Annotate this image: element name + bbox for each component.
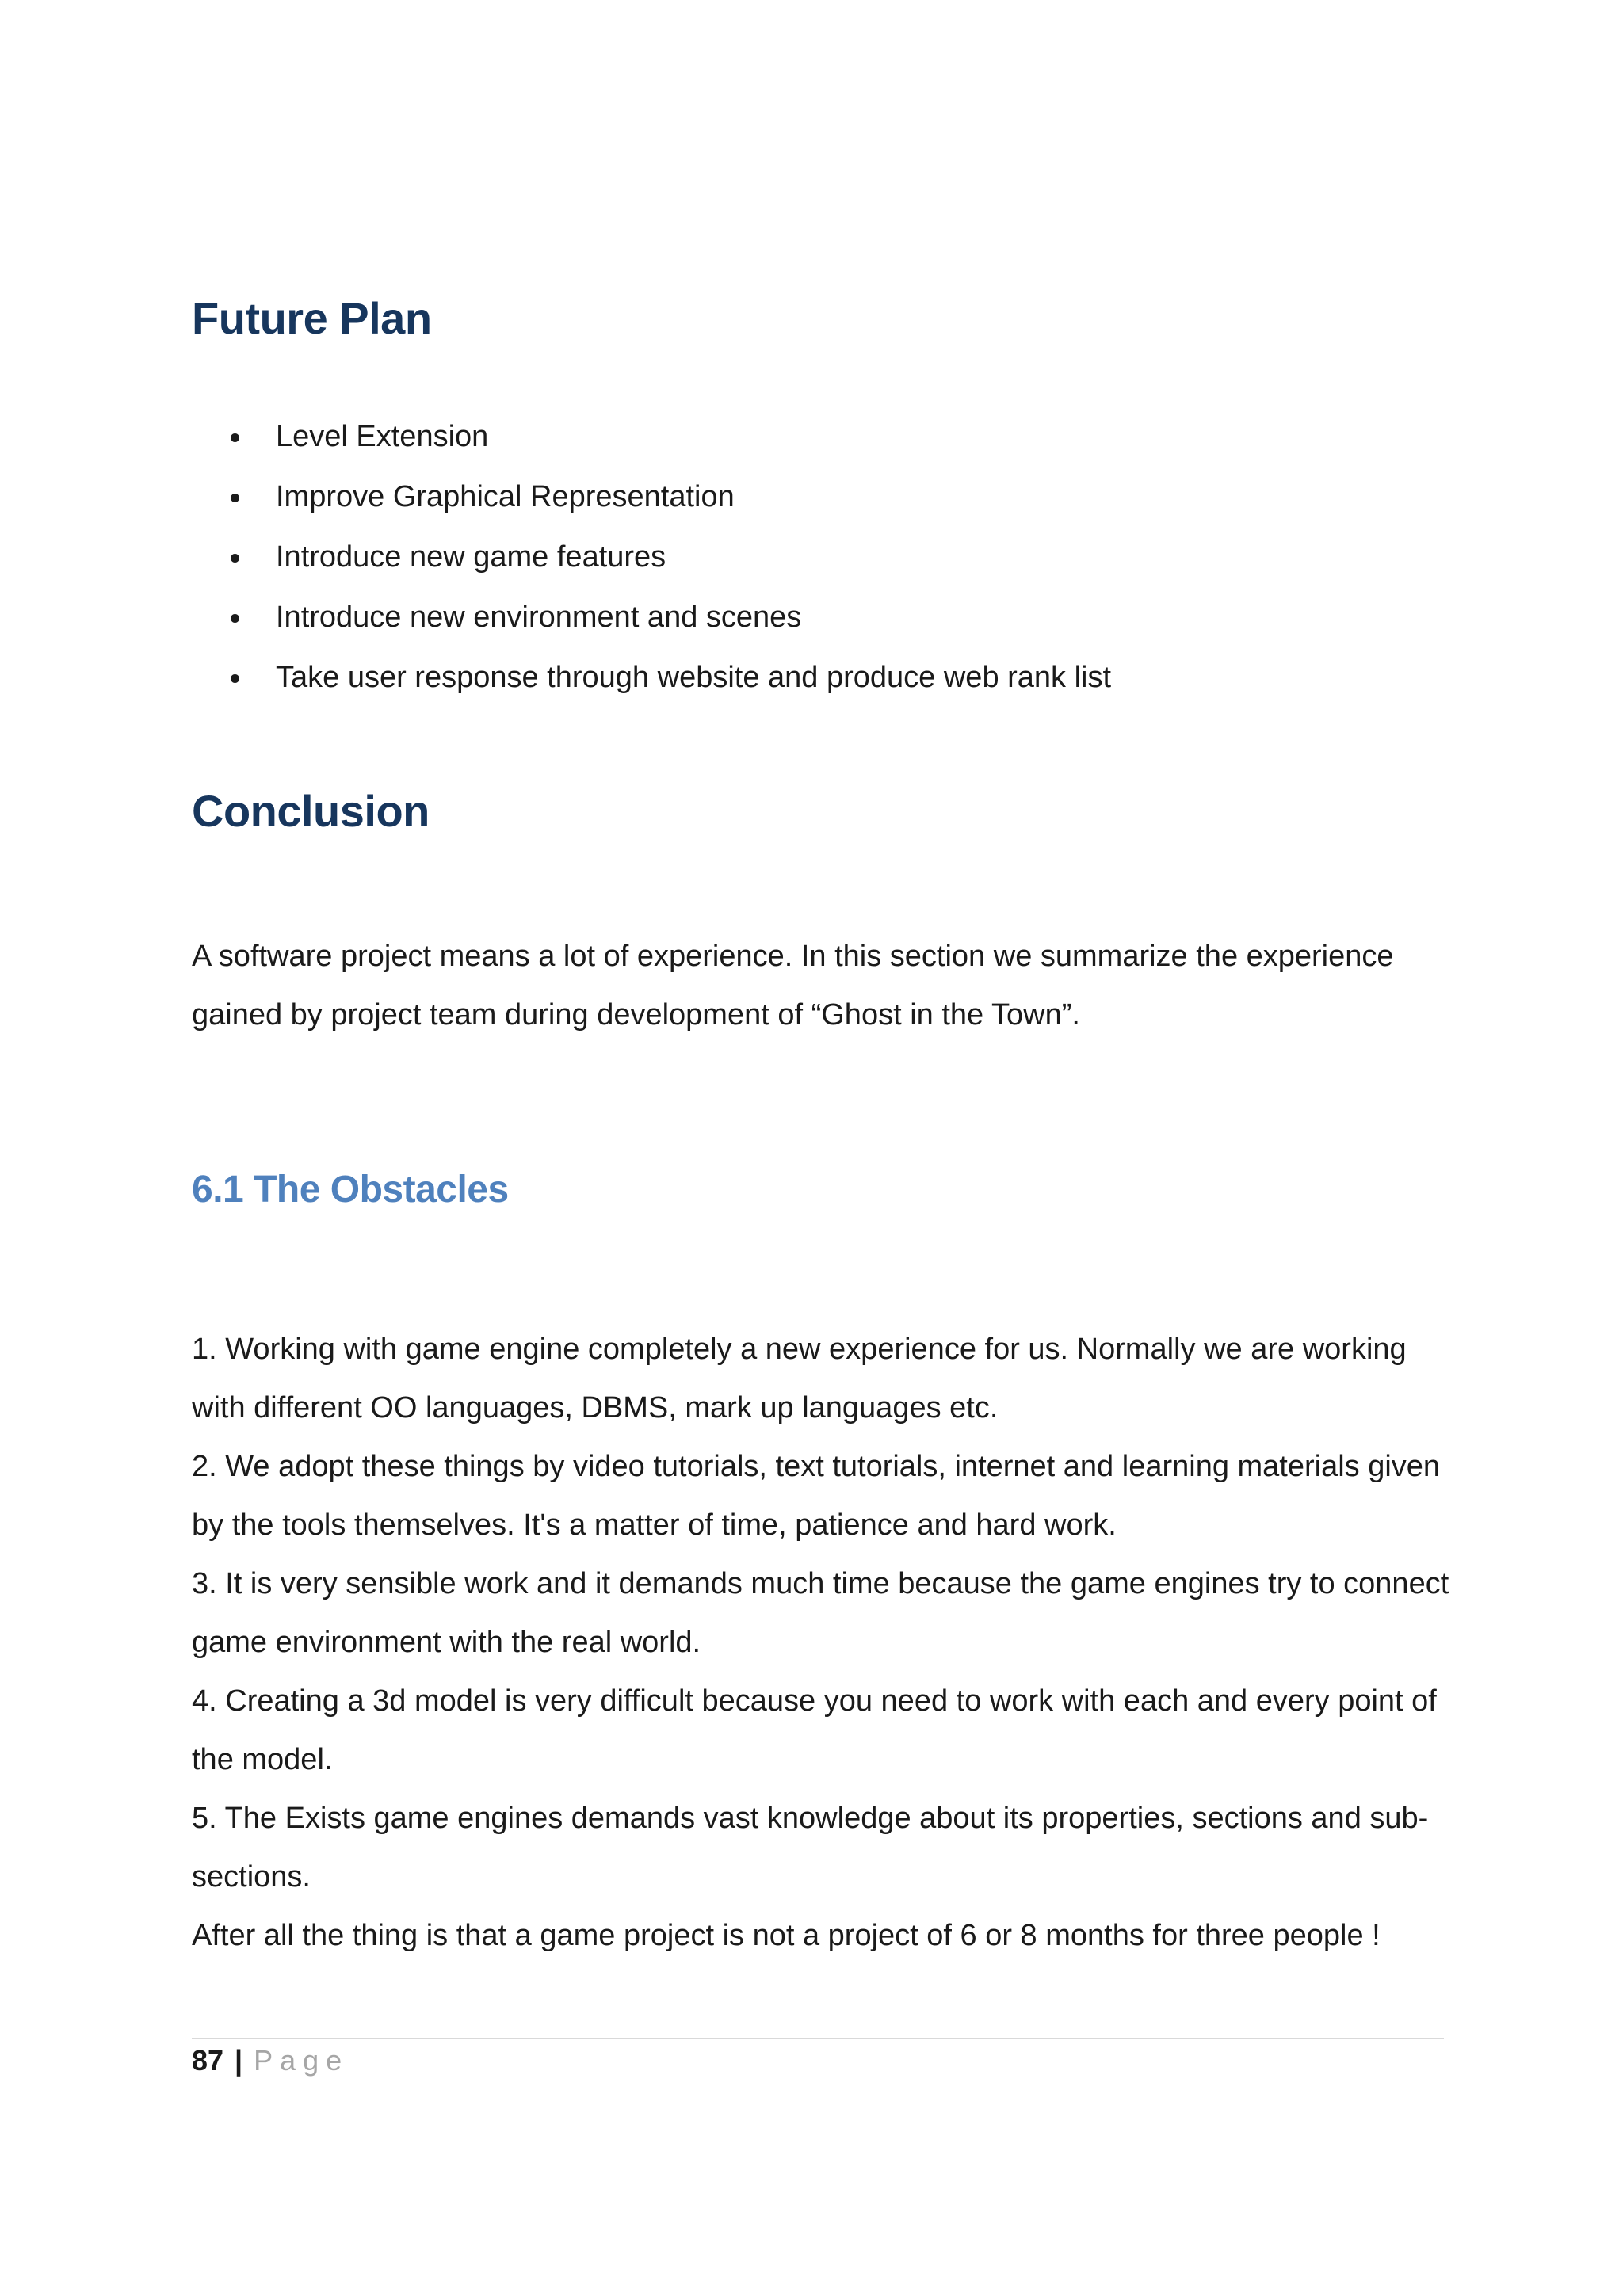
bullet-icon [231,674,239,683]
paragraph-line: 3. It is very sensible work and it demands much time because the game engines try to connect [192,1567,1449,1600]
conclusion-paragraph [192,927,1444,1044]
list-item [192,535,1111,595]
bullet-icon [231,494,239,502]
page-label: Page [254,2044,349,2077]
list-item [192,475,1111,535]
page-footer [192,2041,349,2081]
footer-separator: | [235,2044,243,2077]
bullet-icon [231,614,239,623]
footer-divider [192,2038,1444,2039]
list-item [192,595,1111,655]
list-item-text: Improve Graphical Representation [276,480,735,513]
paragraph-line: 4. Creating a 3d model is very difficult because you need to work with each and every point of [192,1684,1437,1718]
page-number: 87 [192,2044,224,2077]
bullet-icon [231,433,239,442]
paragraph-line: 1. Working with game engine completely a new experience for us. Normally we are working [192,1333,1407,1366]
paragraph-line: with different OO languages, DBMS, mark up languages etc. [192,1391,999,1425]
list-item [192,655,1111,715]
future-plan-heading: Future Plan [192,293,432,343]
list-item-text: Take user response through website and produce web rank list [276,661,1112,694]
future-plan-list [192,414,1111,715]
list-item [192,414,1111,475]
paragraph-line: A software project means a lot of experience. In this section we summarize the experience [192,940,1394,973]
paragraph-line: game environment with the real world. [192,1626,701,1659]
obstacles-paragraph [192,1320,1449,1965]
paragraph-line: by the tools themselves. It's a matter of time, patience and hard work. [192,1508,1117,1542]
paragraph-line: gained by project team during development of “Ghost in the Town”. [192,998,1080,1032]
paragraph-line: sections. [192,1860,311,1894]
list-item-text: Introduce new game features [276,540,666,574]
paragraph-line: After all the thing is that a game project is not a project of 6 or 8 months for three people ! [192,1919,1381,1952]
bullet-icon [231,554,239,563]
paragraph-line: 5. The Exists game engines demands vast knowledge about its properties, sections and sub- [192,1802,1429,1835]
paragraph-line: the model. [192,1743,333,1776]
list-item-text: Level Extension [276,420,489,453]
list-item-text: Introduce new environment and scenes [276,601,802,634]
obstacles-heading: 6.1 The Obstacles [192,1169,509,1211]
paragraph-line: 2. We adopt these things by video tutorials, text tutorials, internet and learning materials given [192,1450,1441,1483]
conclusion-heading: Conclusion [192,786,430,836]
